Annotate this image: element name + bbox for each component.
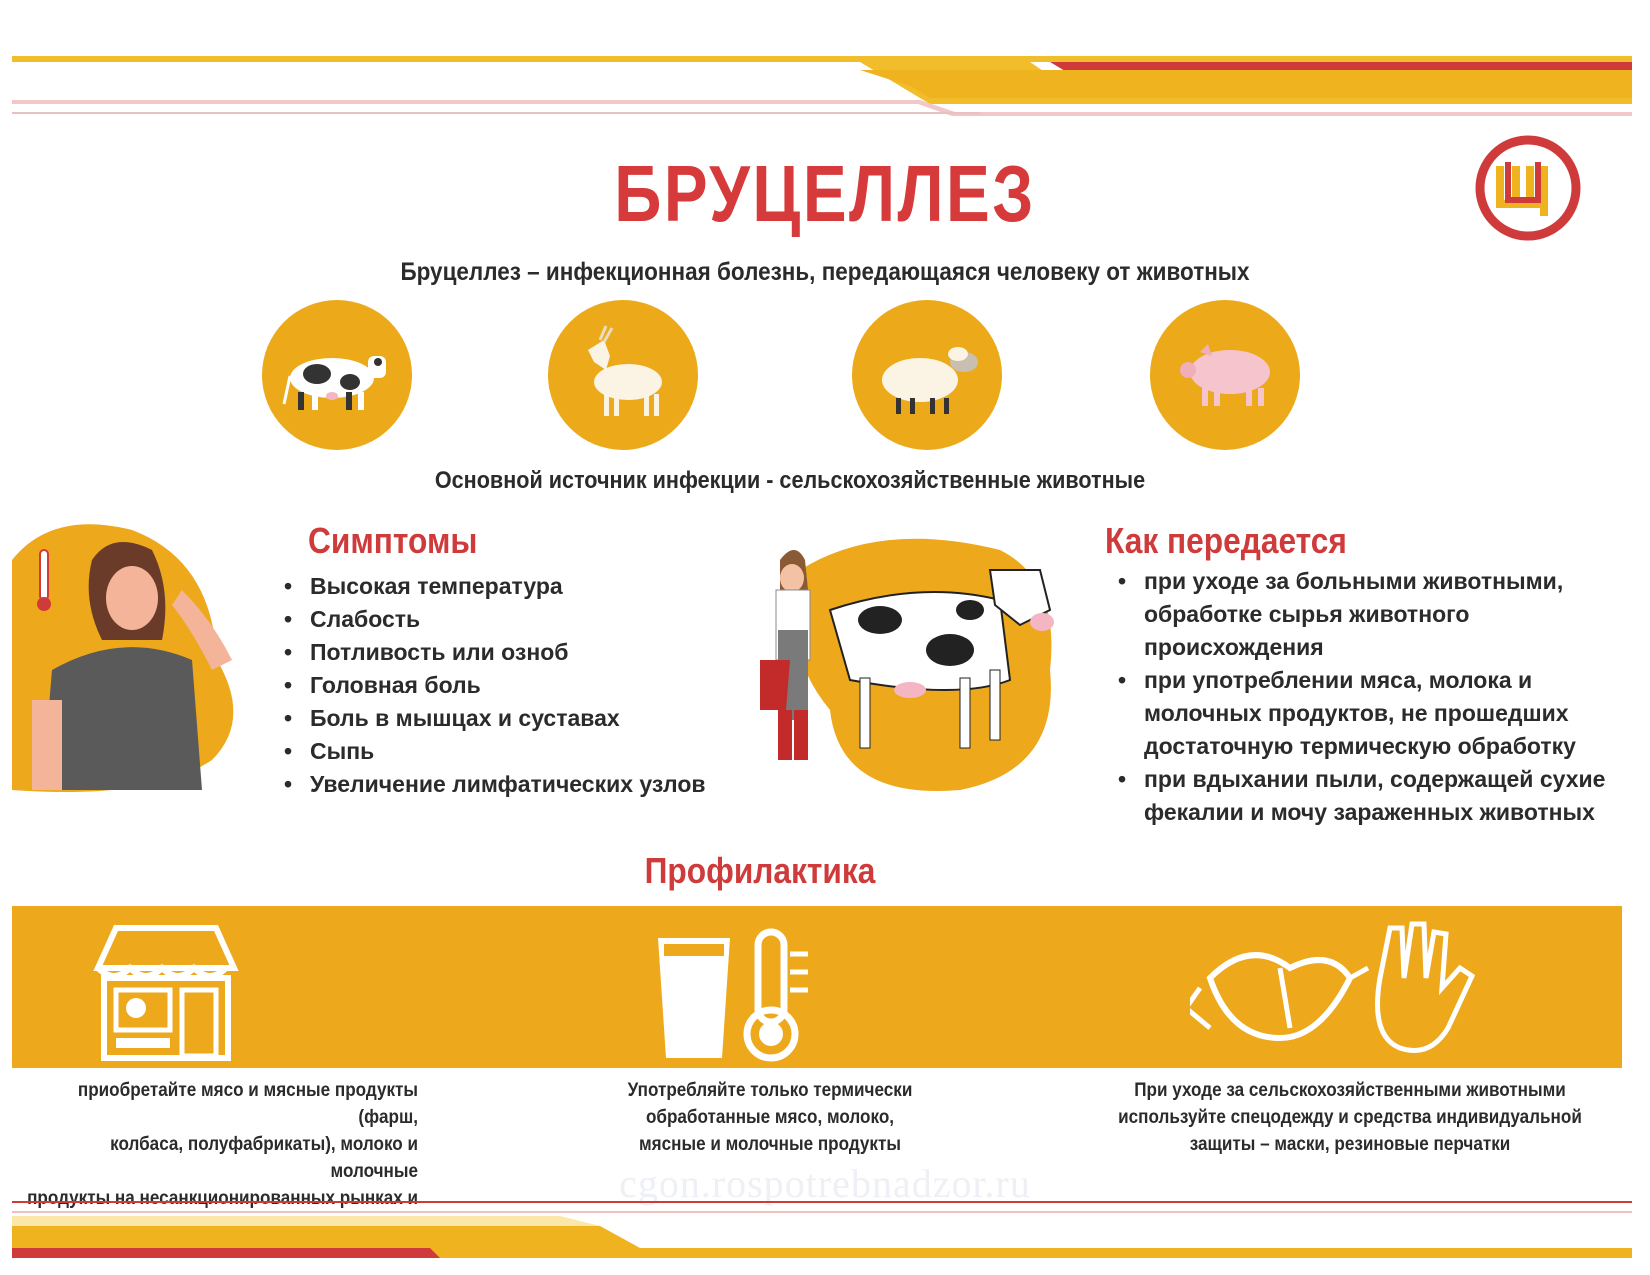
glass-thermometer-icon <box>640 918 830 1068</box>
sick-woman-illustration <box>12 520 242 800</box>
prevention-heading: Профилактика <box>644 850 876 891</box>
symptom-item: • Слабость <box>280 603 706 636</box>
caption-line: продукты на несанкционированных рынках и <box>27 1188 418 1209</box>
goat-icon <box>548 300 698 450</box>
symptom-item: • Потливость или озноб <box>280 636 706 669</box>
prevention-caption-2 <box>581 1077 959 1158</box>
bottom-stripes <box>0 1190 1650 1270</box>
symptom-item: • Высокая температура <box>280 570 706 603</box>
caption-line: колбаса, полуфабрикаты), молоко и молочные <box>110 1134 418 1182</box>
transmission-list <box>1112 565 1612 829</box>
watermark: cgon.rospotrebnadzor.ru <box>619 1161 1031 1206</box>
milkmaid-cow-illustration <box>760 530 1090 810</box>
symptoms-list <box>280 570 706 801</box>
caption-line: используйте спецодежду и средства индивидуальной <box>1118 1107 1582 1128</box>
prevention-caption-3 <box>1116 1077 1584 1158</box>
symptoms-heading: Симптомы <box>308 520 478 561</box>
cow-icon <box>262 300 412 450</box>
subtitle: Бруцеллез – инфекционная болезнь, передающаяся человеку от животных <box>400 258 1250 286</box>
caption-line: обработанные мясо, молоко, <box>645 1107 895 1128</box>
caption-line: защиты – маски, резиновые перчатки <box>1189 1134 1511 1155</box>
transmission-item: • при вдыхании пыли, содержащей сухие фекалии и мочу зараженных животных <box>1112 763 1612 829</box>
pig-icon <box>1150 300 1300 450</box>
mask-gloves-icon <box>1190 918 1510 1068</box>
symptom-item: • Головная боль <box>280 669 706 702</box>
transmission-item: • при употреблении мяса, молока и молочных продуктов, не прошедших достаточную термическую обработку <box>1112 664 1612 763</box>
market-stall-icon <box>86 918 246 1068</box>
symptom-item: • Сыпь <box>280 735 706 768</box>
symptom-item: • Увеличение лимфатических узлов <box>280 768 706 801</box>
transmission-heading: Как передается <box>1105 520 1347 561</box>
sheep-icon <box>852 300 1002 450</box>
transmission-item: • при уходе за больными животными, обработке сырья животного происхождения <box>1112 565 1612 664</box>
page-title: БРУЦЕЛЛЕЗ <box>614 149 1036 238</box>
symptom-item: • Боль в мышцах и суставах <box>280 702 706 735</box>
caption-line: При уходе за сельскохозяйственными животными <box>1134 1080 1566 1101</box>
caption-line: Употребляйте только термически <box>627 1080 913 1101</box>
caption-line: приобретайте мясо и мясные продукты (фарш, <box>77 1080 418 1128</box>
caption-line: мясные и молочные продукты <box>639 1134 901 1155</box>
top-stripes <box>0 0 1650 140</box>
infection-source-line: Основной источник инфекции - сельскохозяйственные животные <box>434 467 1146 494</box>
